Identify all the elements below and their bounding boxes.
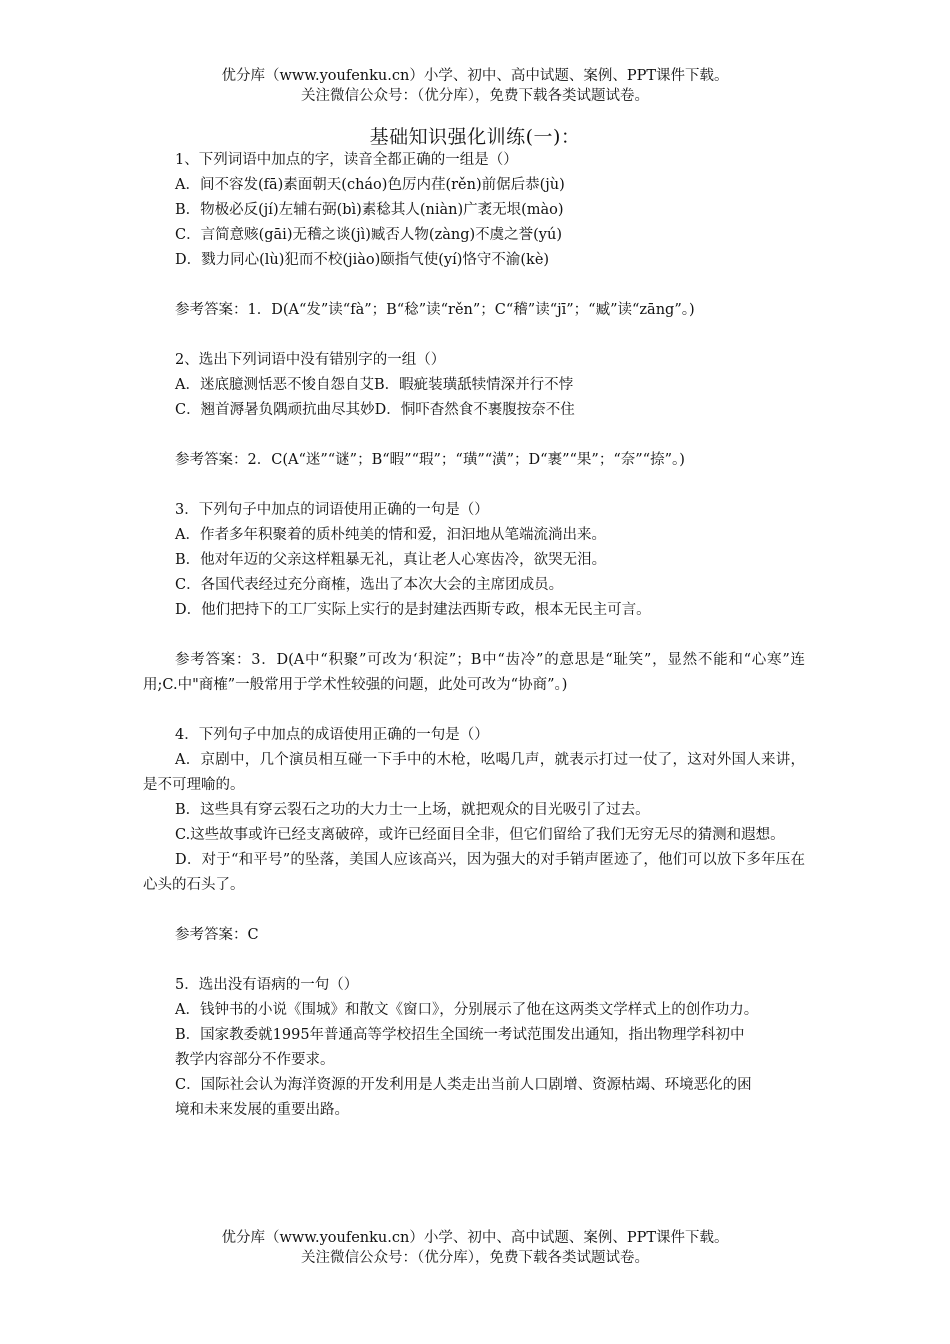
document-body	[143, 148, 805, 1123]
document-title: 基础知识强化训练(一)：	[369, 126, 581, 148]
q3-stem: 3．下列句子中加点的词语使用正确的一句是（）	[175, 502, 489, 518]
q2-answer: 参考答案：2．C(A“迷”“谜”；B“暇”“瑕”；“璜”“潢”；D“裹”“果”；“奈”“捺”。)	[175, 452, 685, 468]
q2-options-cd: C．翘首溽暑负隅顽抗曲尽其妙D．恫吓杳然食不裹腹按奈不住	[175, 402, 575, 418]
q5-option-c-line1: C．国际社会认为海洋资源的开发利用是人类走出当前人口剧增、资源枯竭、环境恶化的困	[175, 1077, 752, 1093]
q4-answer: 参考答案：C	[175, 927, 259, 943]
q5-option-b-line2: 教学内容部分不作要求。	[175, 1052, 335, 1068]
q5-stem: 5．选出没有语病的一句（）	[175, 977, 359, 993]
q3-option-a: A．作者多年积聚着的质朴纯美的情和爱，汩汩地从笔端流淌出来。	[175, 527, 606, 543]
page-header	[0, 66, 950, 106]
q1-option-b: B．物极必反(jí)左辅右弼(bì)素稔其人(niàn)广袤无垠(mào)	[175, 202, 564, 218]
q3-option-d: D．他们把持下的工厂实际上实行的是封建法西斯专政，根本无民主可言。	[175, 602, 651, 618]
q4-option-d: D．对于“和平号”的坠落，美国人应该高兴，因为强大的对手销声匿迹了，他们可以放下多年压在心头的石头了。	[143, 852, 805, 893]
q4-option-c: C.这些故事或许已经支离破碎，或许已经面目全非，但它们留给了我们无穷无尽的猜测和遐想。	[175, 827, 785, 843]
q4-option-a: A．京剧中，几个演员相互碰一下手中的木枪，吆喝几声，就表示打过一仗了，这对外国人来讲，是不可理喻的。	[143, 752, 805, 793]
q1-stem: 1、下列词语中加点的字，读音全都正确的一组是（）	[175, 152, 518, 168]
q4-option-b: B．这些具有穿云裂石之功的大力士一上场，就把观众的目光吸引了过去。	[175, 802, 650, 818]
footer-line-1: 优分库（www.youfenku.cn）小学、初中、高中试题、案例、PPT课件下载。	[221, 1230, 729, 1246]
q1-option-a: A．间不容发(fā)素面朝天(cháo)色厉内荏(rěn)前倨后恭(jù)	[175, 177, 565, 193]
page-footer	[0, 1228, 950, 1268]
q1-option-d: D．戮力同心(lù)犯而不校(jiào)颐指气使(yí)恪守不渝(kè)	[175, 252, 550, 268]
q5-option-b-line1: B．国家教委就1995年普通高等学校招生全国统一考试范围发出通知，指出物理学科初中	[175, 1027, 745, 1043]
q2-stem: 2、选出下列词语中没有错别字的一组（）	[175, 352, 446, 368]
q1-option-c: C．言简意赅(gāi)无稽之谈(jì)臧否人物(zàng)不虞之誉(yú)	[175, 227, 562, 243]
q5-option-c-line2: 境和未来发展的重要出路。	[175, 1102, 349, 1118]
header-line-2: 关注微信公众号：（优分库），免费下载各类试题试卷。	[301, 88, 649, 104]
q4-stem: 4．下列句子中加点的成语使用正确的一句是（）	[175, 727, 489, 743]
q5-option-a: A．钱钟书的小说《围城》和散文《窗口》，分别展示了他在这两类文学样式上的创作功力。	[175, 1002, 759, 1018]
q2-options-ab: A．迷底臆测恬恶不悛自怨自艾B．暇疵装璜舐犊情深并行不悖	[175, 377, 574, 393]
footer-line-2: 关注微信公众号：（优分库），免费下载各类试题试卷。	[301, 1250, 649, 1266]
q3-answer: 参考答案：3．D(A中“积聚”可改为‘积淀”；B中“齿冷”的意思是“耻笑”，显然不能和“心寒”连用;C.中"商榷”一般常用于学术性较强的问题，此处可改为“协商”。)	[143, 652, 805, 693]
q3-option-b: B．他对年迈的父亲这样粗暴无礼，真让老人心寒齿冷，欲哭无泪。	[175, 552, 607, 568]
header-line-1: 优分库（www.youfenku.cn）小学、初中、高中试题、案例、PPT课件下载。	[221, 68, 729, 84]
q1-answer: 参考答案：1．D(A“发”读“fà”；B“稔”读“rěn”；C“稽”读“jī”；“臧”读“zāng”。)	[175, 302, 695, 318]
q3-option-c: C．各国代表经过充分商榷，选出了本次大会的主席团成员。	[175, 577, 564, 593]
